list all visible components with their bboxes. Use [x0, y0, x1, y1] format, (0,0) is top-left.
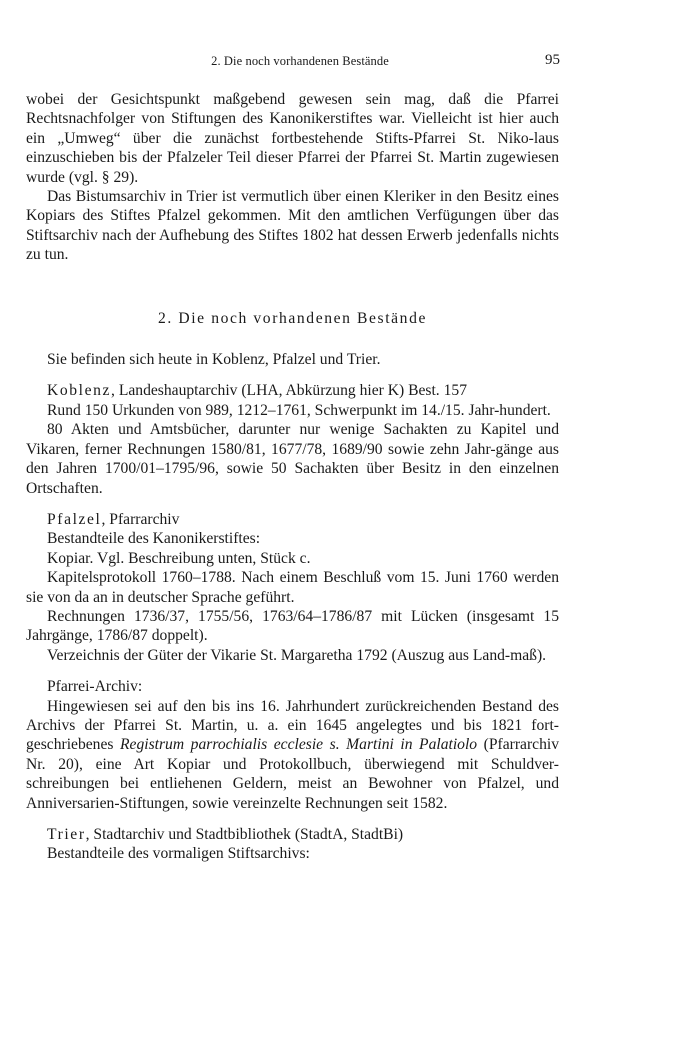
pfarrei-text-b: (Pfarrarchiv Nr. 20), eine Art Kopiar und Protokollbuch, überwiegend mit Schuldver-schreibungen bei entliehenen Geldern, meist an Bewohner von Pfalzel, und Anniversarien-Stiftungen, sowie vereinzelte Rechnungen seit 1582.: [26, 736, 559, 812]
place-pfalzel: Pfalzel: [47, 510, 102, 528]
paragraph-bistumsarchiv: Das Bistumsarchiv in Trier ist vermutlich über einen Kleriker in den Besitz eines Kopiars des Stiftes Pfalzel gekommen. Mit den amtlichen Verfügungen über das Stiftsarchiv nach der Aufhebung des Stiftes 1802 hat dessen Erwerb jedenfalls nichts zu tun.: [26, 188, 559, 264]
paragraph-bestandteile-stiftsarchiv: Bestandteile des vormaligen Stiftsarchivs:: [47, 845, 310, 863]
paragraph-continuation: wobei der Gesichtspunkt maßgebend gewesen sein mag, daß die Pfarrei Rechtsnachfolger von Stiftungen des Kanonikerstiftes war. Vielleicht ist hier auch ein „Umweg“ über die zunächst fortbestehende Stifts-Pfarrei St. Niko-laus einzuschieben bis der Pfalzeler Teil dieser Pfarrei der Pfarrei St. Martin zugewiesen wurde (vgl. § 29).: [26, 91, 559, 186]
trier-description: , Stadtarchiv und Stadtbibliothek (StadtA, StadtBi): [85, 826, 404, 843]
paragraph-kopiar: Kopiar. Vgl. Beschreibung unten, Stück c.: [47, 549, 311, 567]
place-koblenz: Koblenz: [47, 382, 112, 400]
registrum-title: Registrum parrochialis ecclesie s. Martini in Palatiolo: [120, 736, 478, 754]
paragraph-bestandteile-stift: Bestandteile des Kanonikerstiftes:: [47, 530, 261, 548]
page-number: 95: [545, 52, 560, 68]
place-trier: Trier: [47, 826, 86, 843]
pfarrei-text-a: Hingewiesen sei auf den bis ins 16. Jahrhundert zurückreichenden Bestand des Archivs der Pfarrei St. Martin, u. a. ein 1645 angelegtes und bis 1821 fort-geschriebenes: [26, 697, 559, 754]
paragraph-akten: 80 Akten und Amtsbücher, darunter nur wenige Sachakten zu Kapitel und Vikaren, ferner Rechnungen 1580/81, 1677/78, 1689/90 sowie zehn Jahr-gänge aus den Jahren 1700/01–1795/96, sowie 50 Sachakten über Besitz in den einzelnen Ortschaften.: [26, 421, 559, 497]
paragraph-locations: Sie befinden sich heute in Koblenz, Pfalzel und Trier.: [47, 351, 381, 369]
koblenz-description: , Landeshauptarchiv (LHA, Abkürzung hier K) Best. 157: [111, 382, 467, 400]
heading-pfarrei-archiv: Pfarrei-Archiv:: [47, 678, 143, 696]
paragraph-verzeichnis: Verzeichnis der Güter der Vikarie St. Margaretha 1792 (Auszug aus Land-maß).: [47, 646, 547, 664]
pfalzel-description: , Pfarrarchiv: [101, 510, 180, 528]
section-heading: 2. Die noch vorhandenen Bestände: [157, 309, 427, 327]
paragraph-kapitelsprotokoll: Kapitelsprotokoll 1760–1788. Nach einem Beschluß vom 15. Juni 1760 werden sie von da an in deutscher Sprache geführt.: [26, 569, 559, 606]
heading-trier: [26, 825, 559, 844]
paragraph-rechnungen: Rechnungen 1736/37, 1755/56, 1763/64–1786/87 mit Lücken (insgesamt 15 Jahrgänge, 1786/87 doppelt).: [26, 607, 559, 645]
body-text: [26, 90, 559, 864]
paragraph-urkunden: Rund 150 Urkunden von 989, 1212–1761, Schwerpunkt im 14./15. Jahr-hundert.: [47, 401, 551, 419]
running-title: 2. Die noch vorhandenen Bestände: [211, 54, 389, 68]
running-head: [0, 52, 700, 72]
heading-pfalzel: [26, 510, 559, 529]
heading-koblenz: [26, 381, 559, 400]
paragraph-pfarrei-archiv: [26, 697, 559, 813]
